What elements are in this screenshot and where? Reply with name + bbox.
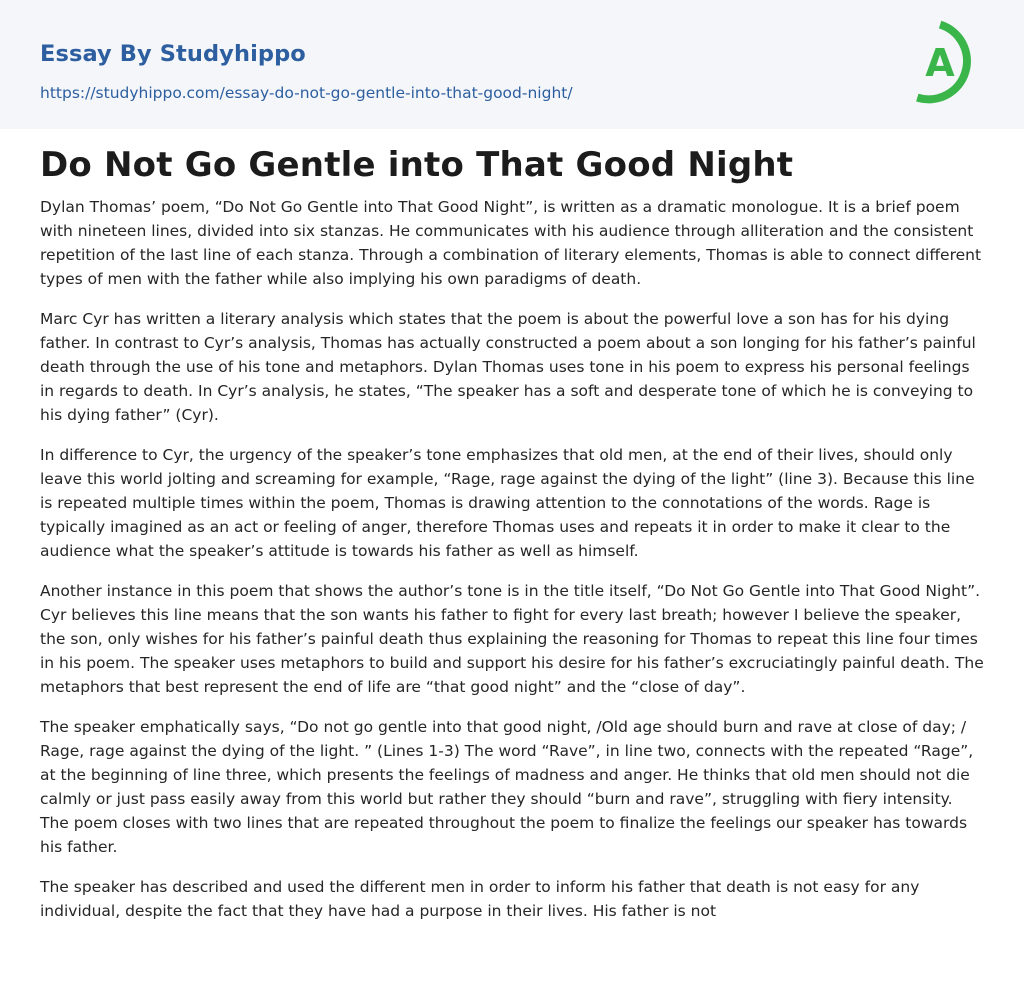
- essay-paragraph: Marc Cyr has written a literary analysis which states that the poem is about the powerful love a son has for his dying father. In contrast to Cyr’s analysis, Thomas has actually constructed a poem about a son longing for his father’s painful death through the use of his tone and metaphors. Dylan Thomas uses tone in his poem to express his personal feelings in regards to death. In Cyr’s analysis, he states, “The speaker has a soft and desperate tone of which he is conveying to his dying father” (Cyr).: [40, 310, 976, 424]
- page-title: Do Not Go Gentle into That Good Night: [40, 145, 794, 185]
- studyhippo-logo-icon[interactable]: [911, 18, 987, 106]
- essay-paragraph: Dylan Thomas’ poem, “Do Not Go Gentle into That Good Night”, is written as a dramatic monologue. It is a brief poem with nineteen lines, divided into six stanzas. He communicates with his audience through alliteration and the consistent repetition of the last line of each stanza. Through a combination of literary elements, Thomas is able to connect different types of men with the father while also implying his own paradigms of death.: [40, 198, 982, 288]
- essay-url-link[interactable]: https://studyhippo.com/essay-do-not-go-gentle-into-that-good-night/: [40, 84, 573, 102]
- essay-paragraph: The speaker emphatically says, “Do not go gentle into that good night, /Old age should burn and rave at close of day; / Rage, rage against the dying of the light. ” (Lines 1-3) The word “Rave”, in line two, connects with the repeated “Rage”, at the beginning of line three, which presents the feelings of madness and anger. He thinks that old men should not die calmly or just pass easily away from this world but rather they should “burn and rave”, struggling with fiery intensity. The poem closes with two lines that are repeated throughout the poem to finalize the feelings our speaker has towards his father.: [40, 718, 974, 856]
- essay-paragraph: The speaker has described and used the different men in order to inform his father that death is not easy for any individual, despite the fact that they have had a purpose in their lives. His father is not: [40, 878, 920, 920]
- essay-body: [40, 195, 984, 939]
- essay-paragraph: Another instance in this poem that shows the author’s tone is in the title itself, “Do Not Go Gentle into That Good Night”. Cyr believes this line means that the son wants his father to fight for every last breath; however I believe the speaker, the son, only wishes for his father’s painful death thus explaining the reasoning for Thomas to repeat this line four times in his poem. The speaker uses metaphors to build and support his desire for his father’s excruciatingly painful death. The metaphors that best represent the end of life are “that good night” and the “close of day”.: [40, 582, 984, 696]
- site-header: [0, 0, 1024, 129]
- brand-title[interactable]: Essay By Studyhippo: [40, 41, 306, 67]
- logo-letter: A: [925, 41, 955, 85]
- essay-paragraph: In difference to Cyr, the urgency of the speaker’s tone emphasizes that old men, at the end of their lives, should only leave this world jolting and screaming for example, “Rage, rage against the dying of the light” (line 3). Because this line is repeated multiple times within the poem, Thomas is drawing attention to the connotations of the words. Rage is typically imagined as an act or feeling of anger, therefore Thomas uses and repeats it in order to make it clear to the audience what the speaker’s attitude is towards his father as well as himself.: [40, 446, 975, 560]
